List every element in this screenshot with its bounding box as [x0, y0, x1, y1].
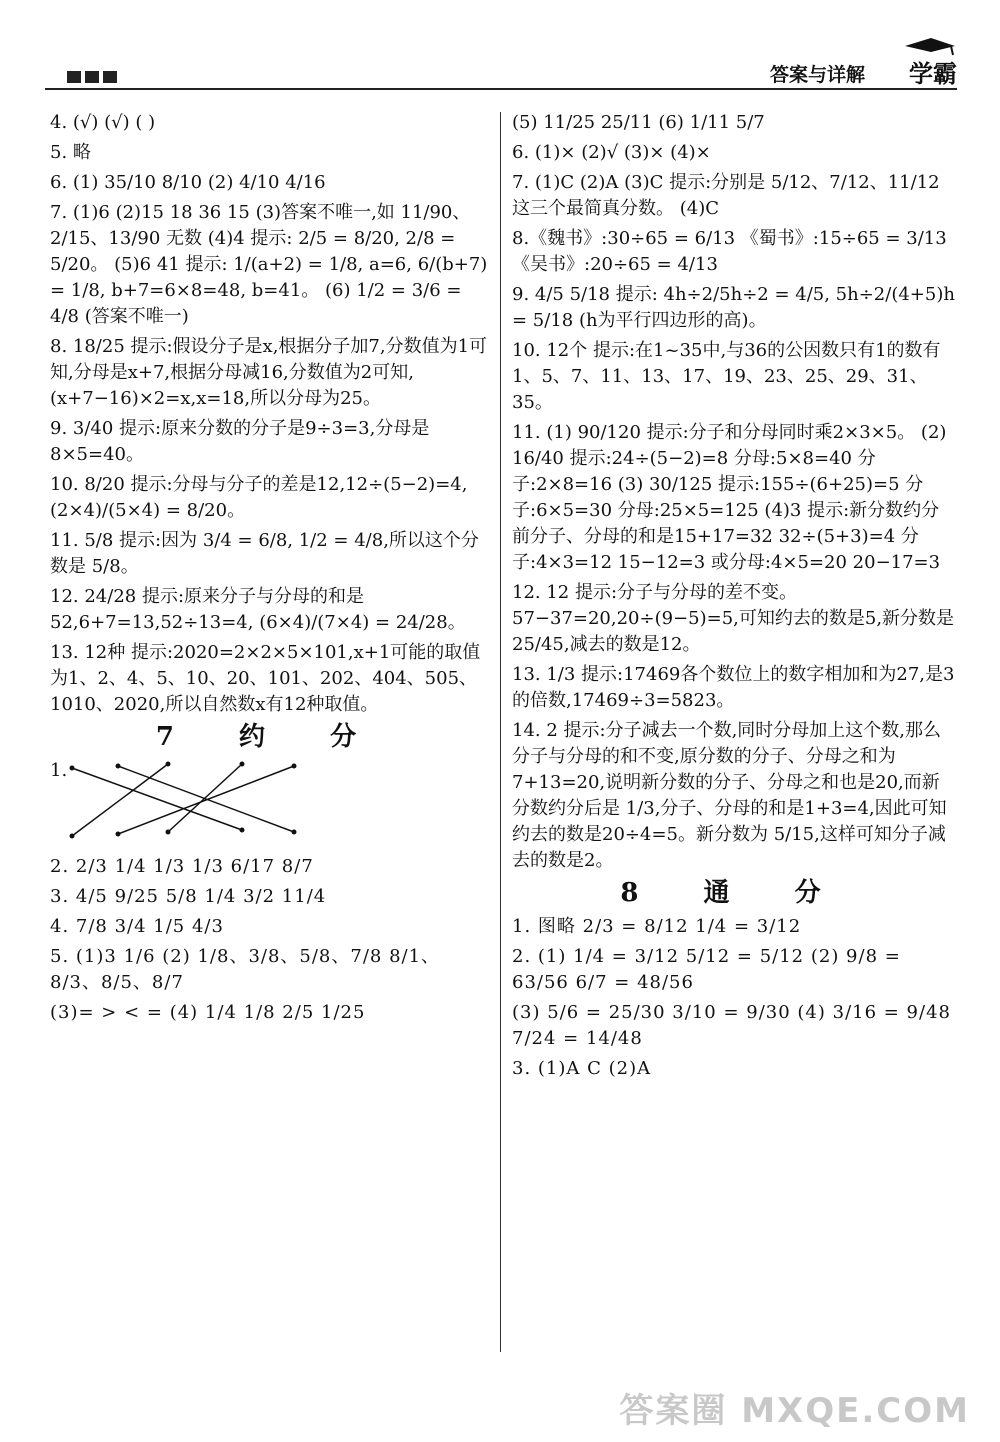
header-marks — [67, 68, 121, 87]
question-1-label: 1. — [50, 760, 68, 781]
answer-item: 12. 12 提示:分子与分母的差不变。57−37=20,20÷(9−5)=5,可知约去的数是5,新分数是 25/45,减去的数是12。 — [512, 582, 955, 655]
header-brand: 学霸 — [909, 60, 957, 88]
answer-row: 2. (1) 1/4 = 3/12 5/12 = 5/12 (2) 9/8 = 63/56 6/7 = 48/56 — [512, 946, 901, 993]
answer-row: 2. 2/3 1/4 1/3 1/3 6/17 8/7 — [50, 856, 314, 877]
answer-row: 3. (1)A C (2)A — [512, 1058, 652, 1079]
graduation-cap-icon — [903, 36, 957, 56]
right-column — [512, 110, 957, 1086]
answer-item: 10. 12个 提示:在1~35中,与36的公因数只有1的数有1、5、7、11、13、17、19、23、25、29、31、35。 — [512, 340, 941, 413]
matching-lines — [50, 758, 490, 848]
answer-item: (5) 11/25 25/11 (6) 1/11 5/7 — [512, 112, 765, 133]
answer-item: 7. (1)C (2)A (3)C 提示:分别是 5/12、7/12、11/12 这三个最简真分数。 (4)C — [512, 172, 940, 219]
answer-row: (3) 5/6 = 25/30 3/10 = 9/30 (4) 3/16 = 9/48 7/24 = 14/48 — [512, 1002, 951, 1049]
section-7-title: 7 约 分 — [155, 722, 385, 752]
answer-item: 12. 24/28 提示:原来分子与分母的和是52,6+7=13,52÷13=4, (6×4)/(7×4) = 24/28。 — [50, 586, 466, 633]
answer-item: 10. 8/20 提示:分母与分子的差是12,12÷(5−2)=4, (2×4)/(5×4) = 8/20。 — [50, 474, 468, 521]
header-title: 答案与详解 — [769, 64, 865, 86]
left-column — [50, 110, 490, 1030]
answer-item: 13. 12种 提示:2020=2×2×5×101,x+1可能的取值为1、2、4、5、10、20、101、202、404、505、1010、2020,所以自然数x有12种取值。 — [50, 642, 481, 715]
answer-item: 14. 2 提示:分子减去一个数,同时分母加上这个数,那么分子与分母的和不变,原分数的分子、分母之和为7+13=20,说明新分数的分子、分母之和也是20,而新分数约分后是 1/3,分子、分母的和是1+3=4,因此可知约去的数是20÷4=5。新分数为 5/15,这样可知分子减去的数是2。 — [512, 720, 947, 871]
site-watermark: 答案圈 MXQE.COM — [619, 1391, 970, 1431]
answer-item: 8.《魏书》:30÷65 = 6/13 《蜀书》:15÷65 = 3/13 《吴书》:20÷65 = 4/13 — [512, 228, 947, 275]
answer-item: 11. (1) 90/120 提示:分子和分母同时乘2×3×5。 (2) 16/40 提示:24÷(5−2)=8 分母:5×8=40 分子:2×8=16 (3) 30/125 提示:155÷(6+25)=5 分子:6×5=30 分母:25×5=125 (4)3 提示:新分数约分前分子、分母的和是15+17=32 32÷(5+3)=4 分子:4×3=12 15−12=3 或分母:4×5=20 20−17=3 — [512, 422, 947, 573]
answer-row: 1. 图略 2/3 = 8/12 1/4 = 3/12 — [512, 916, 802, 937]
section-8-title: 8 通 分 — [620, 878, 849, 908]
answer-item: 11. 5/8 提示:因为 3/4 = 6/8, 1/2 = 4/8,所以这个分数是 5/8。 — [50, 530, 479, 577]
answer-item: 6. (1)× (2)√ (3)× (4)× — [512, 142, 711, 163]
answer-item: 9. 3/40 提示:原来分数的分子是9÷3=3,分母是8×5=40。 — [50, 418, 430, 465]
answer-item: 5. 略 — [50, 142, 91, 163]
answer-row: (3)= > < = (4) 1/4 1/8 2/5 1/25 — [50, 1002, 366, 1023]
answer-row: 4. 7/8 3/4 1/5 4/3 — [50, 916, 224, 937]
matching-diagram — [50, 758, 490, 848]
page-header — [45, 58, 957, 90]
answer-item: 9. 4/5 5/18 提示: 4h÷2/5h÷2 = 4/5, 5h÷2/(4+5)h = 5/18 (h为平行四边形的高)。 — [512, 284, 955, 331]
answer-item: 8. 18/25 提示:假设分子是x,根据分子加7,分数值为1可知,分母是x+7,根据分母减16,分数值为2可知,(x+7−16)×2=x,x=18,所以分母为25。 — [50, 336, 488, 409]
answer-item: 6. (1) 35/10 8/10 (2) 4/10 4/16 — [50, 172, 326, 193]
answer-row: 3. 4/5 9/25 5/8 1/4 3/2 11/4 — [50, 886, 327, 907]
answer-item: 7. (1)6 (2)15 18 36 15 (3)答案不唯一,如 11/90、2/15、13/90 无数 (4)4 提示: 2/5 = 8/20, 2/8 = 5/20。 (5)6 41 提示: 1/(a+2) = 1/8, a=6, 6/(b+7) = 1/8, b+7=6×8=48, b=41。 (6) 1/2 = 3/6 = 4/8 (答案不唯一) — [50, 202, 488, 327]
answer-item: 13. 1/3 提示:17469各个数位上的数字相加和为27,是3的倍数,17469÷3=5823。 — [512, 664, 955, 711]
answer-row: 5. (1)3 1/6 (2) 1/8、3/8、5/8、7/8 8/1、8/3、8/5、8/7 — [50, 946, 441, 993]
answer-item: 4. (√) (√) ( ) — [50, 112, 156, 133]
column-divider — [500, 112, 501, 1352]
